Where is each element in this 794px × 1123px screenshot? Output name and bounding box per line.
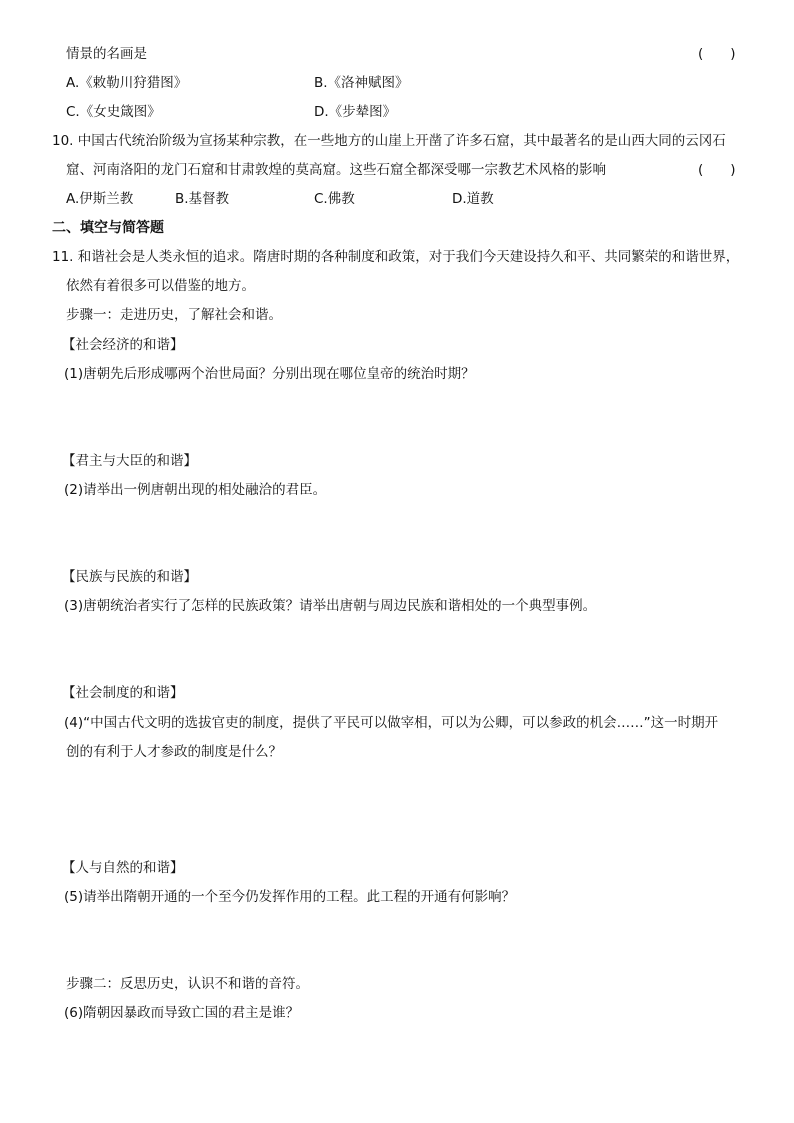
q11-sub-5: (5)请举出隋朝开通的一个至今仍发挥作用的工程。此工程的开通有何影响？ xyxy=(64,889,516,905)
q11-sub-2: (2)请举出一例唐朝出现的相处融洽的君臣。 xyxy=(64,482,327,498)
section-title: 二、填空与简答题 xyxy=(52,220,164,236)
q10-option-a: A.伊斯兰教 xyxy=(66,191,134,207)
q11-sub-1: (1)唐朝先后形成哪两个治世局面？分别出现在哪位皇帝的统治时期？ xyxy=(64,366,475,382)
q10-option-c: C.佛教 xyxy=(314,191,355,207)
q9-stem-tail: 情景的名画是 xyxy=(66,46,147,62)
q11-heading-2: 【君主与大臣的和谐】 xyxy=(62,453,197,469)
q11-sub-3: (3)唐朝统治者实行了怎样的民族政策？请举出唐朝与周边民族和谐相处的一个典型事例。 xyxy=(64,598,597,614)
q10-option-d: D.道教 xyxy=(452,191,494,207)
q11-sub-6: (6)隋朝因暴政而导致亡国的君主是谁？ xyxy=(64,1005,300,1021)
q11-step2: 步骤二：反思历史，认识不和谐的音符。 xyxy=(66,976,309,992)
q11-heading-5: 【人与自然的和谐】 xyxy=(62,860,184,876)
q9-option-b: B.《洛神赋图》 xyxy=(314,75,409,91)
q11-sub-4-line1: (4)“中国古代文明的选拔官吏的制度，提供了平民可以做宰相，可以为公卿，可以参政的机会……”这一时期开 xyxy=(64,715,719,731)
q10-stem-line2: 窟、河南洛阳的龙门石窟和甘肃敦煌的莫高窟。这些石窟全都深受哪一宗教艺术风格的影响 xyxy=(66,162,606,178)
q11-heading-1: 【社会经济的和谐】 xyxy=(62,337,184,353)
q11-intro-line1: 11. 和谐社会是人类永恒的追求。隋唐时期的各种制度和政策，对于我们今天建设持久和平、共同繁荣的和谐世界， xyxy=(52,249,740,265)
q9-option-c: C.《女史箴图》 xyxy=(66,104,161,120)
q10-stem-line1: 10. 中国古代统治阶级为宣扬某种宗教，在一些地方的山崖上开凿了许多石窟，其中最著名的是山西大同的云冈石 xyxy=(52,133,726,149)
q11-heading-3: 【民族与民族的和谐】 xyxy=(62,569,197,585)
q10-option-b: B.基督教 xyxy=(175,191,230,207)
q11-sub-4-line2: 创的有利于人才参政的制度是什么？ xyxy=(66,744,282,760)
q10-answer-paren: ( ) xyxy=(698,162,736,178)
q9-answer-paren: ( ) xyxy=(698,46,736,62)
q11-intro-line2: 依然有着很多可以借鉴的地方。 xyxy=(66,278,255,294)
q9-option-a: A.《敕勒川狩猎图》 xyxy=(66,75,188,91)
q9-option-d: D.《步辇图》 xyxy=(314,104,397,120)
q11-heading-4: 【社会制度的和谐】 xyxy=(62,685,184,701)
q11-step1: 步骤一：走进历史，了解社会和谐。 xyxy=(66,307,282,323)
